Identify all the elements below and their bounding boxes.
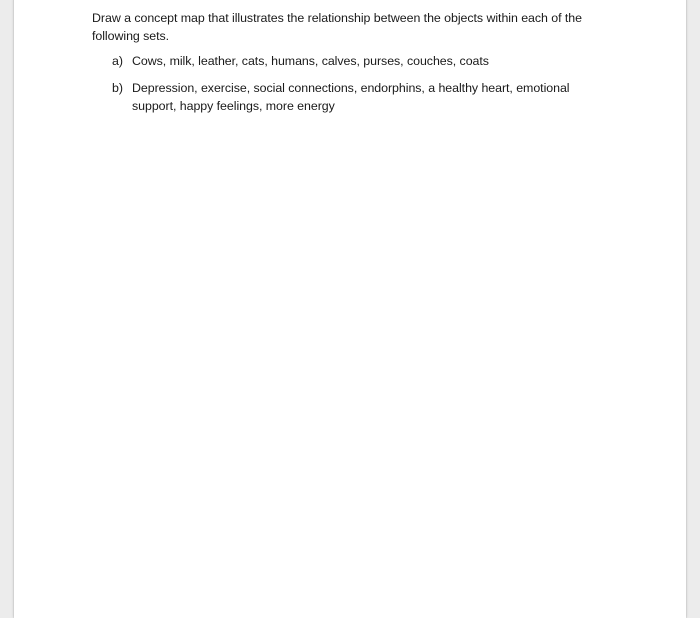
- list-item-text: Depression, exercise, social connections, endorphins, a healthy heart, emotional support, happy feelings, more energy: [132, 81, 570, 113]
- document-page: [14, 0, 686, 618]
- list-item-text: Cows, milk, leather, cats, humans, calves, purses, couches, coats: [132, 54, 489, 68]
- list-marker: a): [112, 54, 123, 68]
- list-marker: b): [112, 81, 123, 95]
- instruction-text: Draw a concept map that illustrates the relationship between the objects within each of the following sets.: [92, 11, 582, 43]
